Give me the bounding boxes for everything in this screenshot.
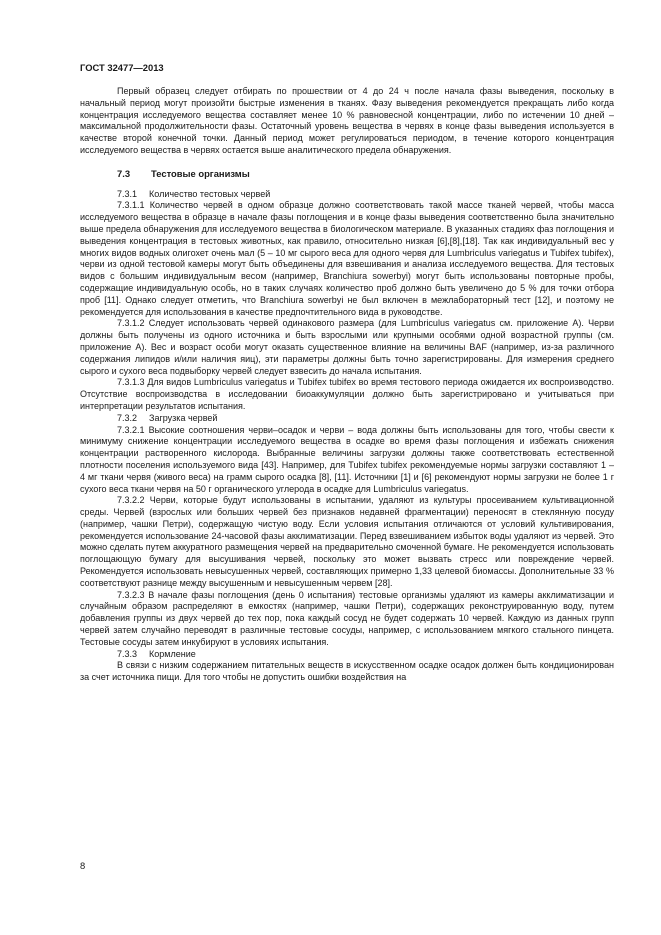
document-body: [80, 86, 614, 684]
paragraph-7-3-1-2: 7.3.1.2 Следует использовать червей одинакового размера (для Lumbriculus variegatus см. приложение А). Черви должны быть получены из одного источника и быть взрослыми или крупными особями одной возрастной группы (см. приложение А). Вес и возраст особи могут оказать существенное влияние на величины BAF (например, из-за различного содержания липидов и/или наличия яиц), эти параметры должны быть точно зарегистрированы. Для измерения среднего сырого и сухого веса подвыборку червей следует взвесить до начала испытания.: [80, 318, 614, 376]
paragraph-7-3-2-1: 7.3.2.1 Высокие соотношения черви–осадок и черви – вода должны быть использованы для того, чтобы свести к минимуму снижение концентрации исследуемого вещества в осадке во время фазы поглощения и избежать снижения концентрации растворенного кислорода. Выбранные величины загрузки должны также соответствовать естественной плотности поселения используемого вида [43]. Например, для Tubifex tubifex рекомендуемые нормы загрузки составляют 1 – 4 мг ткани червя (живого веса) на грамм сырого осадка [8], [11]. Источники [1] и [6] рекомендуют нормы загрузки не более 1 г сухого веса ткани червя на 50 г органического углерода в осадке для Lumbriculus variegatus.: [80, 424, 614, 494]
subsection-number: 7.3.1: [117, 188, 138, 199]
paragraph-7-3-3: В связи с низким содержанием питательных веществ в искусственном осадке осадок должен быть кондиционирован за счет источника пищи. Для того чтобы не допустить ошибки воздействия на: [80, 660, 614, 683]
paragraph-7-3-1-3: 7.3.1.3 Для видов Lumbriculus variegatus и Tubifex tubifex во время тестового периода ожидается их воспроизводство. Отсутствие воспроизводства в исследовании биоаккумуляции должно быть зарегистрировано и учитываться при интерпретации результатов испытания.: [80, 377, 614, 411]
subsection-title: Количество тестовых червей: [149, 188, 271, 199]
document-header: ГОСТ 32477—2013: [80, 62, 164, 73]
paragraph-7-3-1-1: 7.3.1.1 Количество червей в одном образце должно соответствовать такой массе тканей червей, чтобы масса исследуемого вещества в образце в начале фазы поглощения и в конце фазы выведения соответственно была значительно выше предела обнаружения для исследуемого вещества в биологическом материале. В указанных стадиях фаз поглощения и выведения концентрация в тестовых животных, как правило, относительно низкая [6],[8],[18]. Так как индивидуальный вес у многих видов водных олигохет очень мал (5 – 10 мг сырого веса для одного червя для Lumbriculus variegatus и Tubifex tubifex), черви из одной тестовой камеры могут быть объединены для взвешивания и анализа исследуемого вещества. Для тестовых видов с большим индивидуальным весом (например, Branchiura sowerbyi) могут быть использованы повторные пробы, содержащие индивидуальную особь, но в таких случаях количество проб должно быть увеличено до 5 % для точки отбора проб [11]. Однако следует отметить, что Branchiura sowerbyi не был включен в межлабораторный тест [12], и поэтому не рекомендуется для использования в качестве предпочтительного вида в руководстве.: [80, 200, 614, 317]
subsection-heading-7-3-2: [80, 413, 614, 425]
subsection-number: 7.3.2: [117, 412, 138, 423]
section-number: 7.3: [117, 167, 131, 179]
subsection-title: Загрузка червей: [149, 412, 218, 423]
paragraph-7-3-2-2: 7.3.2.2 Черви, которые будут использованы в испытании, удаляют из культуры просеиванием культивационной среды. Червей (взрослых или больших червей без признаков недавней фрагментации) переносят в стеклянную посуду (например, чашки Петри), содержащую чистую воду. Если условия испытания отличаются от условий культивирования, рекомендуется использование 24-часовой фазы акклиматизации. Перед взвешиванием избыток воды удаляют из червей. Это можно сделать путем аккуратного размещения червей на предварительно смоченной бумаге. Не рекомендуется использовать поглощающую бумагу для высушивания червей, поскольку это может вызвать стресс или повреждение червей. Рекомендуется использовать невысушенных червей, составляющих примерно 1,33 целевой биомассы. Дополнительные 33 % соответствуют разнице между высушенным и невысушенным червем [28].: [80, 495, 614, 588]
section-heading-7-3: [80, 168, 614, 180]
paragraph-phase-sampling: Первый образец следует отбирать по прошествии от 4 до 24 ч после начала фазы выведения, поскольку в начальный период могут произойти быстрые изменения в тканях. Фазу выведения рекомендуется прекращать либо когда концентрация исследуемого вещества составляет менее 10 % равновесной концентрации, либо по истечении 10 дней – максимальной продолжительности фазы. Остаточный уровень вещества в червях в конце фазы выведения используется в качестве второй конечной точки. Данный период может регулироваться периодом, в течение которого концентрация исследуемого вещества в червях остается выше аналитического предела обнаружения.: [80, 86, 614, 155]
section-title: Тестовые организмы: [151, 167, 250, 179]
subsection-heading-7-3-1: [80, 189, 614, 201]
subsection-heading-7-3-3: [80, 649, 614, 661]
paragraph-7-3-2-3: 7.3.2.3 В начале фазы поглощения (день 0 испытания) тестовые организмы удаляют из камеры акклиматизации и случайным образом распределяют в емкостях (например, чашки Петри), содержащих реконструированную воду, путем добавления группы из двух червей до тех пор, пока каждый сосуд не будет содержать 10 червей. Каждую из данных групп червей затем случайно переводят в различные тестовые сосуды, например, с использованием мягкого стального пинцета. Тестовые сосуды затем инкубируют в условиях испытания.: [80, 589, 614, 647]
subsection-number: 7.3.3: [117, 648, 138, 659]
subsection-title: Кормление: [149, 648, 196, 659]
page-number: 8: [80, 860, 86, 871]
